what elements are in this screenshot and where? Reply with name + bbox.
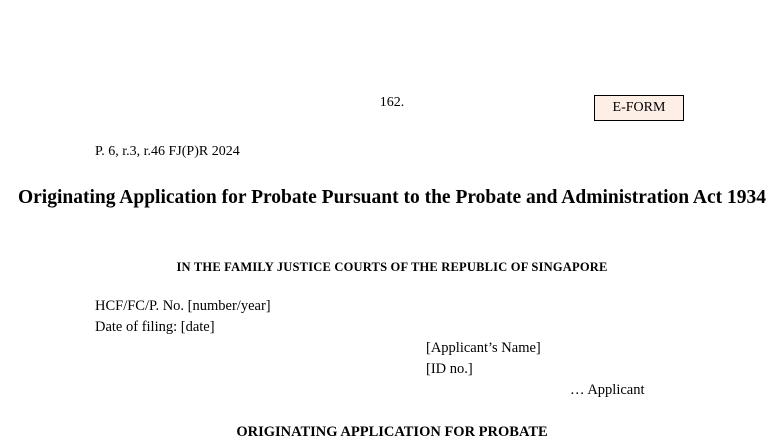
document-title: Originating Application for Probate Pursuant to the Probate and Administration Act 1934 [17, 187, 767, 208]
rule-reference: P. 6, r.3, r.46 FJ(P)R 2024 [95, 144, 240, 159]
eform-label: E-FORM [612, 100, 666, 115]
eform-badge [594, 95, 684, 121]
court-heading: IN THE FAMILY JUSTICE COURTS OF THE REPUBLIC OF SINGAPORE [176, 260, 608, 274]
applicant-name: [Applicant’s Name] [426, 340, 541, 356]
applicant-role: … Applicant [570, 382, 645, 398]
form-number: 162. [379, 95, 405, 110]
section-heading: ORIGINATING APPLICATION FOR PROBATE [236, 424, 548, 440]
case-number: HCF/FC/P. No. [number/year] [95, 298, 271, 314]
applicant-id: [ID no.] [426, 361, 473, 377]
filing-date: Date of filing: [date] [95, 319, 215, 335]
